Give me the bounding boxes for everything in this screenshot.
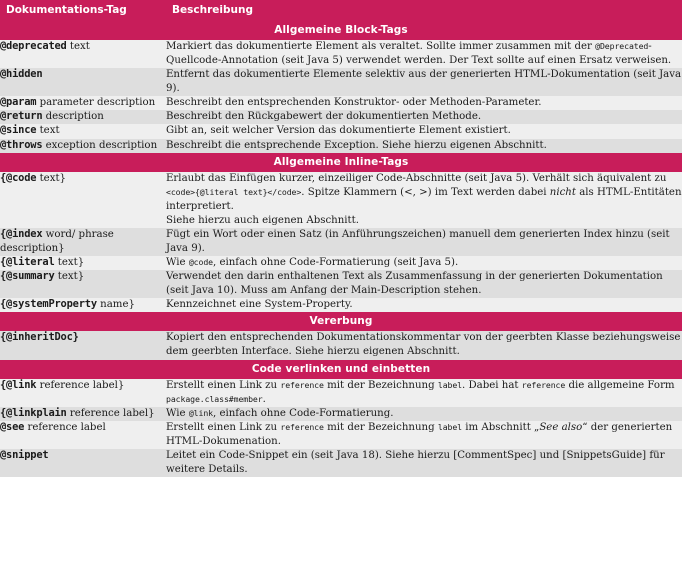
tag-name: {@linkplain xyxy=(0,406,67,419)
table-row xyxy=(0,379,682,407)
tag-cell xyxy=(0,124,166,138)
tag-arguments: exception description xyxy=(42,139,158,151)
tag-arguments: reference label} xyxy=(36,379,125,391)
tag-cell xyxy=(0,407,166,421)
tag-cell xyxy=(0,421,166,449)
description-cell xyxy=(166,124,682,138)
table-row xyxy=(0,256,682,270)
description-cell xyxy=(166,139,682,153)
tag-cell xyxy=(0,139,166,153)
description-text: im Abschnitt „ xyxy=(462,421,540,433)
description-code: @code xyxy=(188,257,213,268)
description-cell xyxy=(166,379,682,407)
description-code: <code>{@literal text}</code> xyxy=(166,186,302,197)
section-header-label: Vererbung xyxy=(0,312,682,331)
column-header-tag: Dokumentations-Tag xyxy=(0,0,166,21)
description-text: . Dabei hat xyxy=(462,379,522,391)
description-text: die allgemeine Form xyxy=(565,379,675,391)
description-cell xyxy=(166,172,682,228)
description-text: Beschreibt den entsprechenden Konstruktor- oder Methoden-Parameter. xyxy=(166,97,542,109)
description-code: reference xyxy=(521,379,566,390)
description-code: package.class#member xyxy=(166,393,263,404)
tag-name: @snippet xyxy=(0,448,49,461)
table-row xyxy=(0,298,682,312)
description-text: Wie xyxy=(166,407,189,419)
tag-arguments: word/ phrase description} xyxy=(0,228,114,254)
tag-arguments: text} xyxy=(36,172,67,184)
tag-name: @deprecated xyxy=(0,40,67,52)
tag-cell xyxy=(0,172,166,228)
tag-name: @param xyxy=(0,96,37,109)
tag-cell xyxy=(0,256,166,270)
section-header-row xyxy=(0,153,682,172)
description-text: Verwendet den darin enthaltenen Text als Zusammenfassung in der generierten Dokumentation (seit Java 10). Muss am Anfang der Main-Description stehen. xyxy=(166,271,663,297)
description-text: Leitet ein Code-Snippet ein (seit Java 18). Siehe hierzu [CommentSpec] und [SnippetsGuide] für weitere Details. xyxy=(166,449,665,476)
description-text: . xyxy=(262,393,266,405)
table-row xyxy=(0,421,682,449)
tag-cell xyxy=(0,379,166,407)
description-text: Beschreibt den Rückgabewert der dokumentierten Methode. xyxy=(166,111,482,123)
tag-cell xyxy=(0,110,166,124)
tag-arguments: reference label} xyxy=(66,407,155,419)
description-text: Erlaubt das Einfügen kurzer, einzeiliger Code-Abschnitte (seit Java 5). Verhält sich äquivalent zu xyxy=(166,172,667,184)
tag-name: {@link xyxy=(0,378,37,391)
table-row xyxy=(0,96,682,110)
tag-cell xyxy=(0,270,166,298)
description-emphasis: See also xyxy=(539,421,583,433)
section-header-row xyxy=(0,312,682,331)
table-row xyxy=(0,110,682,124)
tag-arguments: name} xyxy=(96,299,135,311)
tag-name: @throws xyxy=(0,138,43,151)
description-cell xyxy=(166,68,682,96)
description-cell xyxy=(166,256,682,270)
description-code: label xyxy=(437,421,463,432)
table-row xyxy=(0,40,682,68)
description-text: Fügt ein Wort oder einen Satz (in Anführungszeichen) manuell dem generierten Index hinzu (seit Java 9). xyxy=(166,228,670,255)
description-code: reference xyxy=(280,379,324,390)
description-text: Erstellt einen Link zu xyxy=(166,421,281,433)
tag-cell xyxy=(0,298,166,312)
tag-arguments: text xyxy=(36,125,60,137)
description-text: Markiert das dokumentierte Element als veraltet. Sollte immer zusammen mit der xyxy=(166,41,596,52)
description-text: Entfernt das dokumentierte Elemente selektiv aus der generierten HTML-Dokumentation (seit Java 9). xyxy=(166,69,682,95)
description-cell xyxy=(166,331,682,359)
tag-arguments: text} xyxy=(54,271,85,283)
description-text: Beschreibt die entsprechende Exception. Siehe hierzu eigenen Abschnitt. xyxy=(166,139,547,151)
description-cell xyxy=(166,228,682,256)
section-header-row xyxy=(0,360,682,379)
tag-name: {@index xyxy=(0,227,43,240)
table-header-row xyxy=(0,0,682,21)
tag-name: @return xyxy=(0,110,43,123)
table-row xyxy=(0,68,682,96)
description-cell xyxy=(166,96,682,110)
tag-cell xyxy=(0,228,166,256)
description-text: mit der Bezeichnung xyxy=(323,379,438,391)
tag-arguments: text xyxy=(66,41,90,52)
description-code: @Deprecated xyxy=(595,41,649,51)
section-header-label: Allgemeine Block-Tags xyxy=(0,21,682,40)
description-text: Wie xyxy=(166,257,189,269)
table-row xyxy=(0,270,682,298)
tag-name: @see xyxy=(0,420,25,433)
description-code: label xyxy=(437,379,463,390)
tag-cell xyxy=(0,68,166,96)
description-text: Kopiert den entsprechenden Dokumentationskommentar von der geerbten Klasse beziehungsweise dem geerbten Interface. Siehe hierzu eigenen Abschnitt. xyxy=(166,332,681,358)
tag-cell xyxy=(0,96,166,110)
tag-name: {@summary xyxy=(0,270,55,283)
tag-name: @since xyxy=(0,124,37,137)
section-header-label: Allgemeine Inline-Tags xyxy=(0,153,682,172)
description-text: , einfach ohne Code-Formatierung. xyxy=(212,407,394,419)
description-text: . Spitze Klammern (<, >) im Text werden dabei xyxy=(301,186,550,198)
description-text: als HTML-Entitäten interpretiert. xyxy=(166,186,682,212)
description-cell xyxy=(166,421,682,449)
description-cell xyxy=(166,110,682,124)
description-code: reference xyxy=(280,421,324,432)
column-header-description: Beschreibung xyxy=(166,0,682,21)
tag-name: {@code xyxy=(0,171,37,184)
description-text: Siehe hierzu auch eigenen Abschnitt. xyxy=(166,214,359,226)
tag-arguments: parameter description xyxy=(36,97,156,109)
tag-name: {@inheritDoc} xyxy=(0,331,79,344)
description-text: , einfach ohne Code-Formatierung (seit Java 5). xyxy=(212,257,459,269)
table-row xyxy=(0,407,682,421)
table-row xyxy=(0,172,682,228)
description-text: mit der Bezeichnung xyxy=(323,421,438,433)
tag-arguments: description xyxy=(42,111,104,123)
description-text: Erstellt einen Link zu xyxy=(166,379,281,391)
description-text: -Quellcode-Annotation (seit Java 5) verwendet werden. Der Text sollte auf einen Ersatz verweisen. xyxy=(166,41,672,67)
tag-name: {@literal xyxy=(0,256,55,269)
description-text: Gibt an, seit welcher Version das dokumentierte Element existiert. xyxy=(166,125,511,137)
section-header-label: Code verlinken und einbetten xyxy=(0,360,682,379)
tag-name: {@systemProperty xyxy=(0,298,97,311)
tag-cell xyxy=(0,40,166,68)
table-row xyxy=(0,449,682,477)
description-cell xyxy=(166,40,682,68)
tag-arguments: reference label xyxy=(24,421,106,433)
table-row xyxy=(0,124,682,138)
description-code: @link xyxy=(188,407,213,418)
section-header-row xyxy=(0,21,682,40)
description-cell xyxy=(166,298,682,312)
description-cell xyxy=(166,449,682,477)
table-row xyxy=(0,139,682,153)
description-emphasis: nicht xyxy=(549,186,576,198)
table-row xyxy=(0,228,682,256)
tag-cell xyxy=(0,449,166,477)
tag-arguments: text} xyxy=(54,257,85,269)
description-text: “ der generierten HTML-Dokumenation. xyxy=(166,421,673,447)
description-text: Kennzeichnet eine System-Property. xyxy=(166,299,353,311)
tag-cell xyxy=(0,331,166,359)
table-row xyxy=(0,331,682,359)
description-cell xyxy=(166,270,682,298)
tag-name: @hidden xyxy=(0,68,43,81)
description-cell xyxy=(166,407,682,421)
